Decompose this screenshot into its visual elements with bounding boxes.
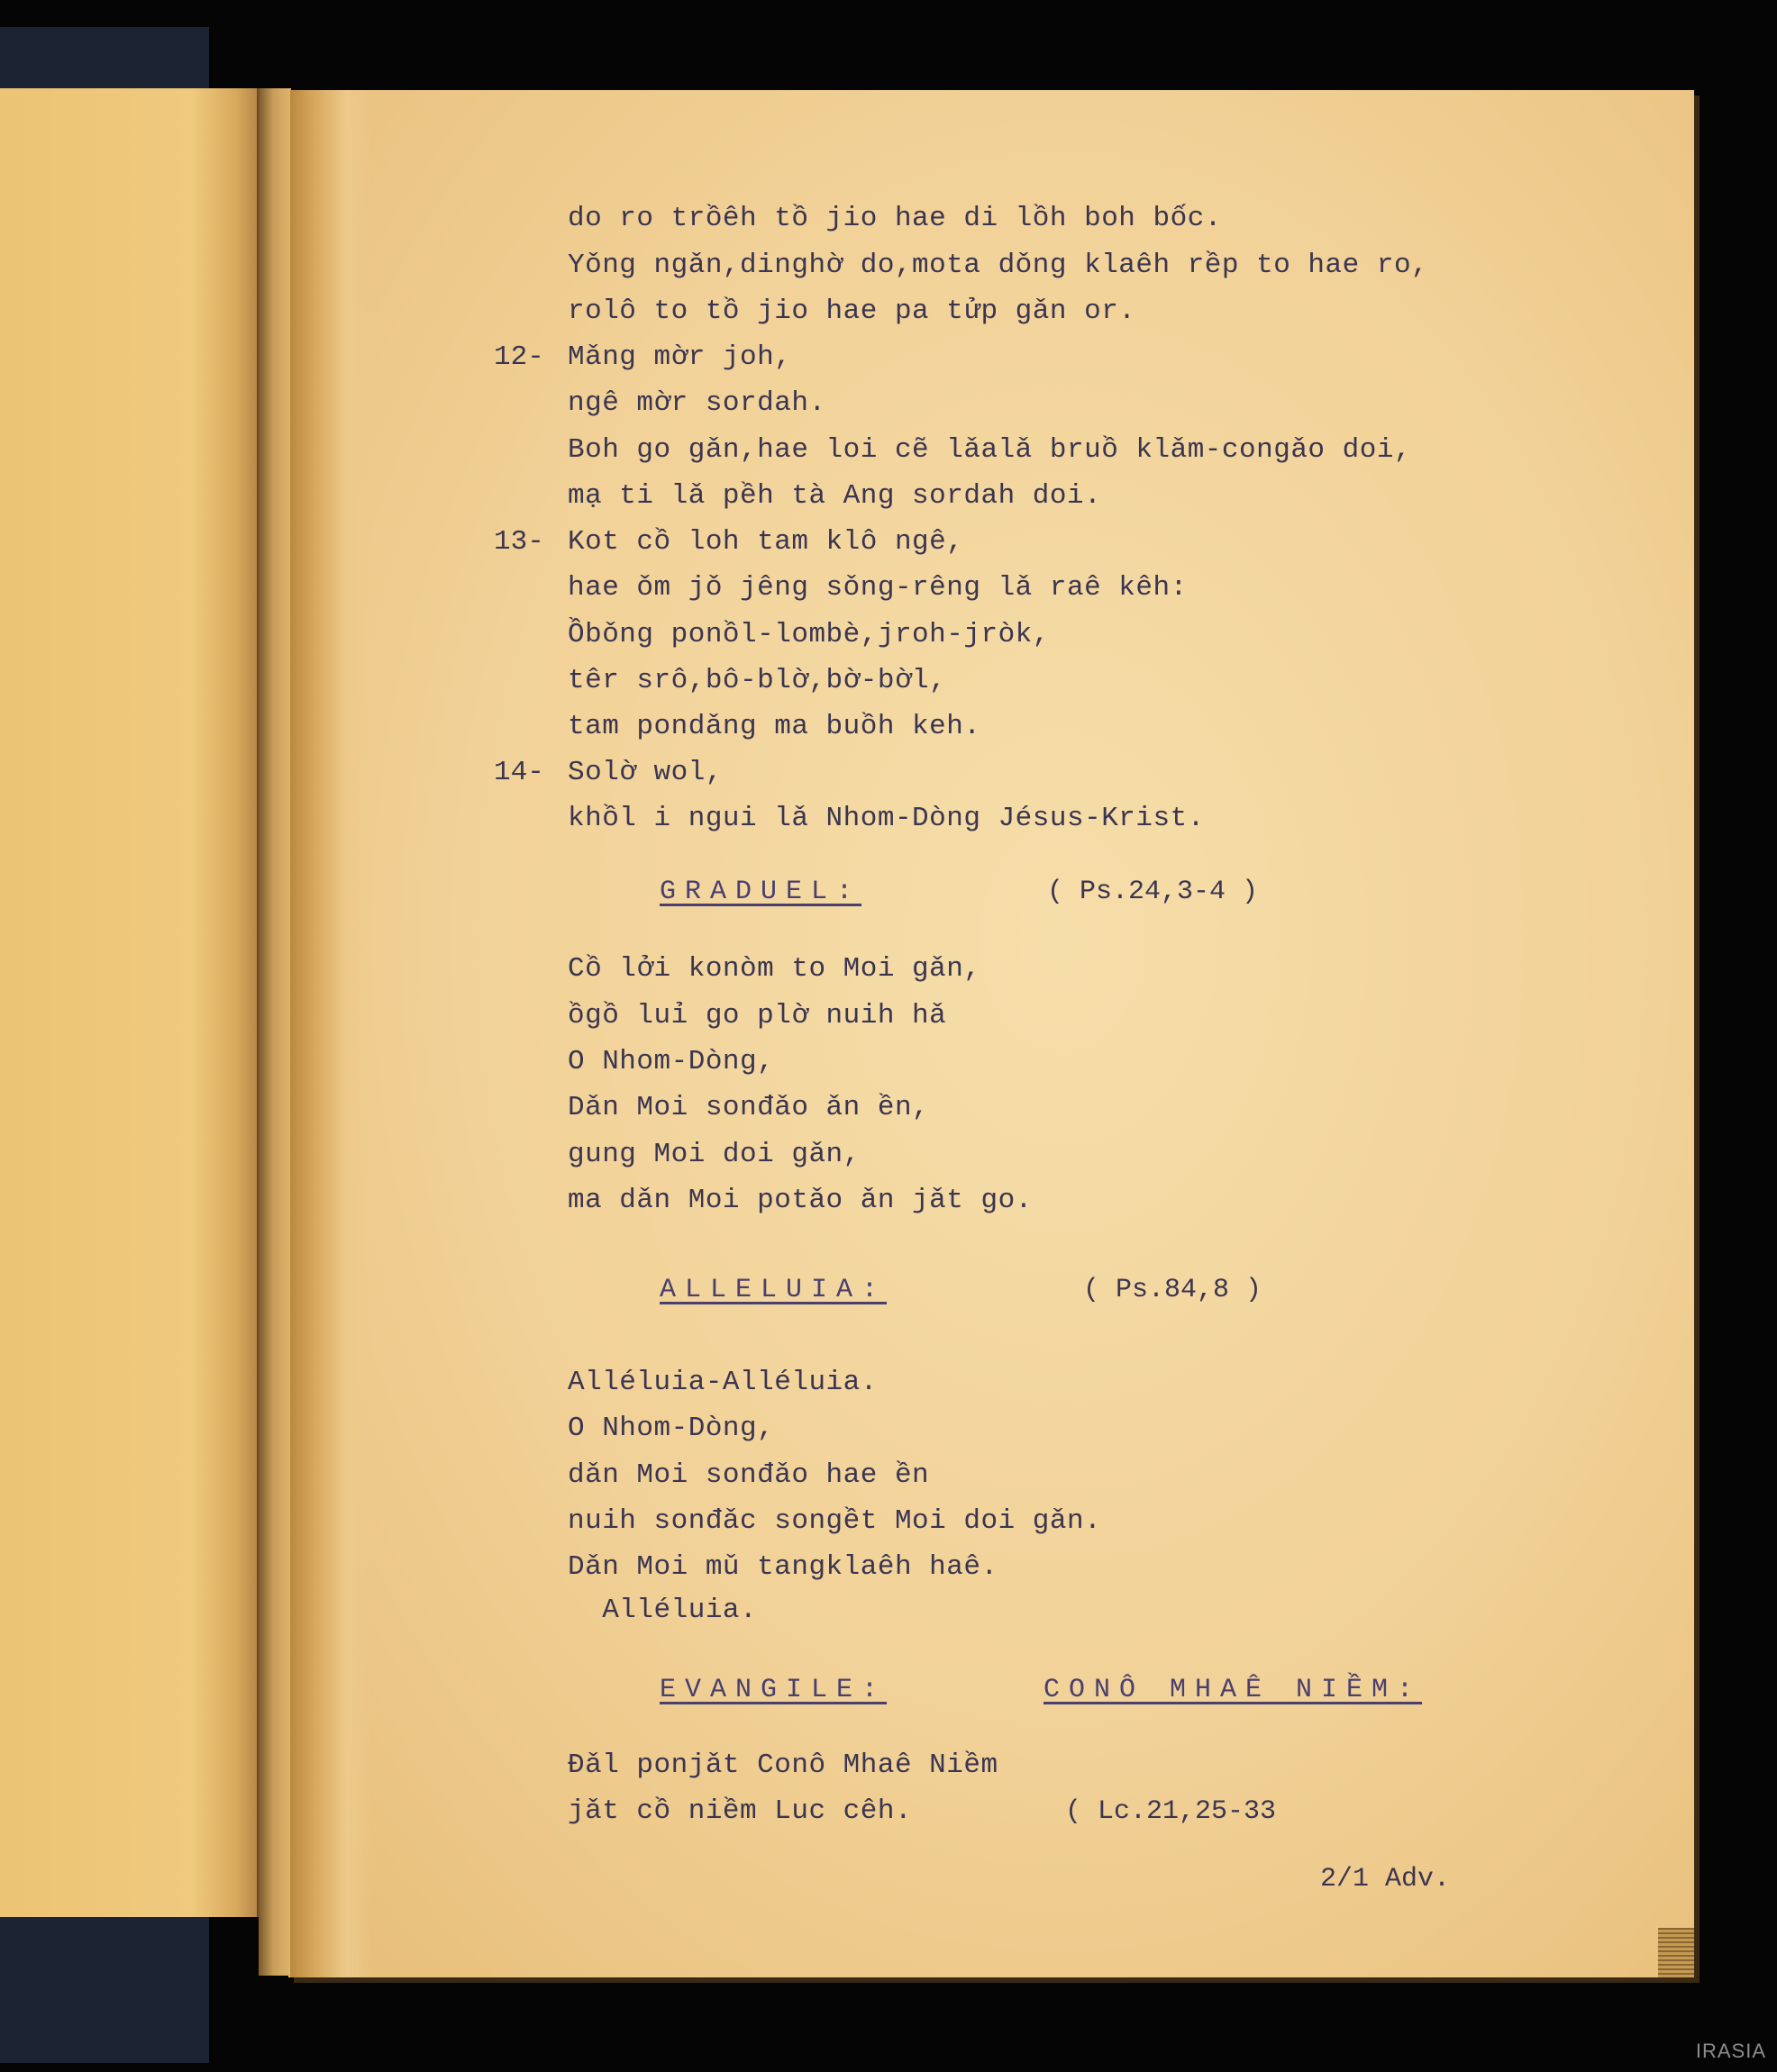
text-line: mạ ti lǎ pềh tà Ang sordah doi. [568,480,1102,512]
page-edge [1658,1928,1694,1977]
verse-number: 13- [494,526,544,558]
text-line: Dǎn Moi mǔ tangklaêh haê. [568,1551,998,1583]
text-line: tam pondǎng ma buồh keh. [568,711,981,742]
text-line: nuih sonđǎc songềt Moi doi gǎn. [568,1505,1102,1537]
evangile-heading: EVANGILE: [660,1675,888,1705]
alleluia-heading: ALLELUIA: [660,1275,888,1305]
text-line: ồgồ luỉ go plờ nuih hǎ [568,1000,947,1031]
text-line: Cồ lởi konòm to Moi gǎn, [568,953,981,985]
text-line: Ồbǒng ponồl-lombè,jroh-jròk, [568,619,1050,650]
graduel-heading: GRADUEL: [660,877,862,907]
text-line: O Nhom-Dòng, [568,1413,775,1444]
text-line: Boh go gǎn,hae loi cẽ lǎalǎ bruồ klǎm-congǎo doi, [568,434,1412,466]
evangile-reference: ( Lc.21,25-33 [1065,1796,1277,1827]
evangile-local-heading: CONÔ MHAÊ NIỀM: [1043,1675,1423,1705]
text-line: khồl i ngui lǎ Nhom-Dòng Jésus-Krist. [568,803,1205,834]
text-line: O Nhom-Dòng, [568,1046,775,1077]
alleluia-reference: ( Ps.84,8 ) [1083,1275,1262,1305]
graduel-reference: ( Ps.24,3-4 ) [1047,877,1259,907]
verse-number: 14- [494,757,544,788]
page-gutter [259,88,291,1976]
text-line: Solờ wol, [568,757,723,788]
text-line: Yǒng ngǎn,dinghờ do,mota dǒng klaêh rềp to hae ro, [568,250,1429,281]
text-line: hae ǒm jǒ jêng sǒng-rêng lǎ raê kêh: [568,572,1188,604]
page-label: 2/1 Adv. [1320,1864,1451,1895]
text-line: Dǎn Moi sonđǎo ǎn ền, [568,1092,930,1123]
text-line: Kot cồ loh tam klô ngê, [568,526,964,558]
text-line: jǎt cồ niềm Luc cêh. [568,1795,913,1827]
text-line: Alléluia. [568,1595,758,1626]
text-line: Đǎl ponjǎt Conô Mhaê Niềm [568,1749,998,1781]
text-line: têr srô,bô-blờ,bờ-bờl, [568,665,947,696]
text-line: rolô to tồ jio hae pa tửp gǎn or. [568,295,1136,327]
verse-number: 12- [494,341,544,373]
text-line: dǎn Moi sonđǎo hae ền [568,1459,930,1491]
page-crease [290,90,371,1977]
left-page [0,88,259,1917]
text-line: gung Moi doi gǎn, [568,1139,861,1170]
text-line: ngê mờr sordah. [568,387,826,419]
text-line: ma dǎn Moi potǎo ǎn jǎt go. [568,1185,1033,1216]
text-line: do ro trồêh tồ jio hae di lồh boh bốc. [568,203,1222,234]
text-line: Mǎng mờr joh, [568,341,792,373]
text-line: Alléluia-Alléluia. [568,1367,878,1398]
watermark: IRASIA [1695,2040,1766,2062]
